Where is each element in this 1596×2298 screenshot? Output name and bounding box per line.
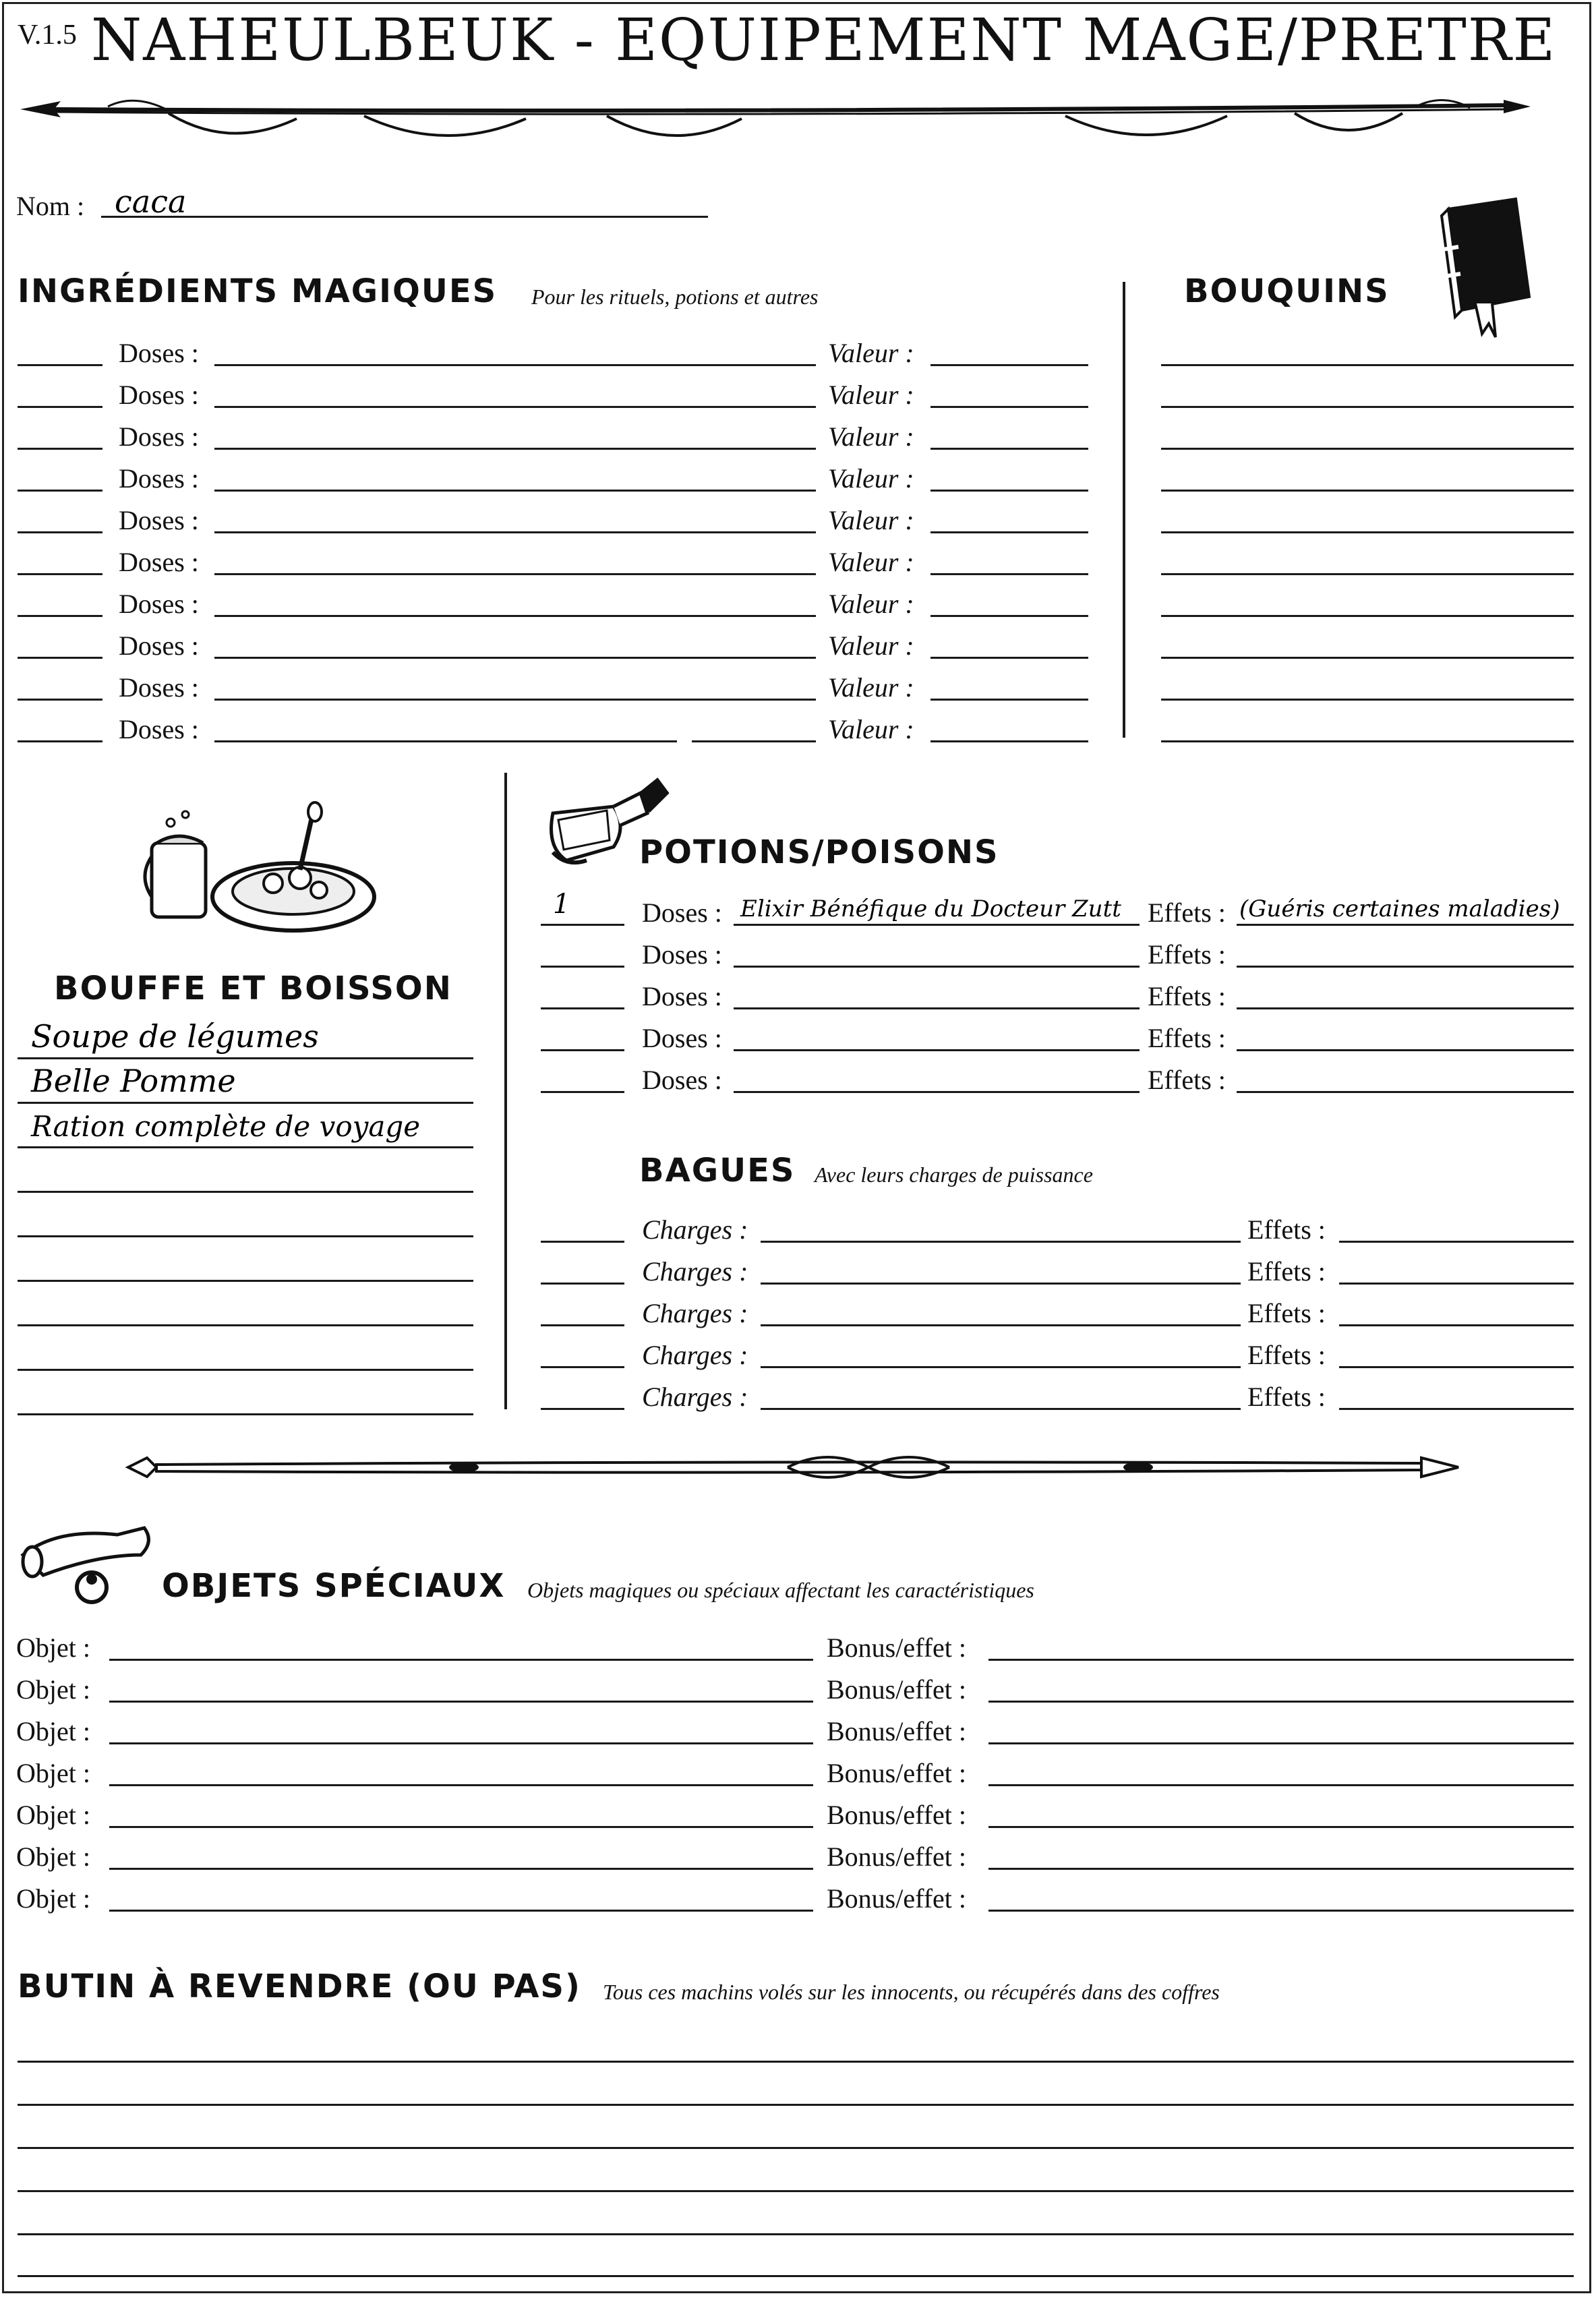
- charges-label: Charges :: [642, 1382, 748, 1412]
- value-label: Valeur :: [828, 380, 914, 410]
- value-label: Valeur :: [828, 714, 914, 744]
- potion-name-line: [734, 966, 1140, 968]
- object-line[interactable]: [109, 1910, 813, 1912]
- ingredient-qty-line[interactable]: [18, 406, 102, 408]
- effect-label: Effets :: [1247, 1256, 1326, 1287]
- value-label: Valeur :: [828, 338, 914, 368]
- charges-label: Charges :: [642, 1214, 748, 1245]
- book-line[interactable]: [1161, 406, 1574, 408]
- potion-effect-line: [1237, 1007, 1574, 1009]
- ingredient-value-line[interactable]: [930, 490, 1088, 492]
- potion-qty-line: [541, 1007, 624, 1009]
- loot-line[interactable]: [18, 2147, 1574, 2149]
- ring-qty-line[interactable]: [541, 1283, 624, 1285]
- object-label: Objet :: [16, 1674, 90, 1705]
- ingredient-qty-line[interactable]: [18, 615, 102, 617]
- ingredient-value-line[interactable]: [930, 740, 1088, 742]
- food-line: [18, 1102, 473, 1104]
- dose-label: Doses :: [119, 505, 199, 535]
- ingredient-qty-line[interactable]: [18, 490, 102, 492]
- ingredient-name-line[interactable]: [214, 406, 816, 408]
- loot-line[interactable]: [18, 2190, 1574, 2192]
- name-value[interactable]: caca: [115, 183, 187, 220]
- food-line: [18, 1191, 473, 1193]
- object-label: Objet :: [16, 1800, 90, 1830]
- ring-name-line[interactable]: [761, 1324, 1241, 1326]
- ingredient-value-line[interactable]: [930, 406, 1088, 408]
- ring-qty-line[interactable]: [541, 1366, 624, 1368]
- version-label: V.1.5: [18, 20, 77, 51]
- bonus-line[interactable]: [988, 1742, 1574, 1744]
- potion-effect-line: [1237, 1091, 1574, 1093]
- dose-label: Doses :: [119, 714, 199, 744]
- ring-name-line[interactable]: [761, 1408, 1241, 1410]
- potion-name-line: [734, 1091, 1140, 1093]
- book-line[interactable]: [1161, 448, 1574, 450]
- potion-name-line: [734, 924, 1140, 926]
- ingredients-title: INGRÉDIENTS MAGIQUES: [18, 272, 498, 310]
- dose-label: Doses :: [119, 547, 199, 577]
- food-title: BOUFFE ET BOISSON: [54, 970, 452, 1007]
- book-icon: [1435, 196, 1543, 344]
- loot-title: BUTIN À REVENDRE (OU PAS): [18, 1968, 581, 2005]
- object-line[interactable]: [109, 1659, 813, 1661]
- ring-qty-line[interactable]: [541, 1241, 624, 1243]
- rings-list: [0, 1200, 1596, 1416]
- value-label: Valeur :: [828, 505, 914, 535]
- object-label: Objet :: [16, 1758, 90, 1788]
- charges-label: Charges :: [642, 1340, 748, 1370]
- food-line: [18, 1146, 473, 1148]
- effect-label: Effets :: [1148, 897, 1226, 928]
- ingredient-qty-line[interactable]: [18, 531, 102, 533]
- book-line[interactable]: [1161, 531, 1574, 533]
- potion-name-line: [734, 1049, 1140, 1051]
- object-label: Objet :: [16, 1842, 90, 1872]
- ingredients-list: [0, 324, 1596, 755]
- ingredient-name-line[interactable]: [214, 699, 816, 701]
- loot-list: [0, 2023, 1596, 2293]
- book-line[interactable]: [1161, 740, 1574, 742]
- ring-effect-line[interactable]: [1339, 1324, 1574, 1326]
- dose-label: Doses :: [119, 338, 199, 368]
- ingredient-name-line[interactable]: [214, 573, 816, 575]
- spear-banner-icon: [13, 86, 1537, 147]
- ingredient-qty-line[interactable]: [18, 699, 102, 701]
- ingredient-qty-line[interactable]: [18, 573, 102, 575]
- scroll-ring-icon: [16, 1514, 158, 1616]
- charges-label: Charges :: [642, 1298, 748, 1328]
- ring-effect-line[interactable]: [1339, 1408, 1574, 1410]
- object-label: Objet :: [16, 1716, 90, 1746]
- loot-line[interactable]: [18, 2104, 1574, 2106]
- dose-label: Doses :: [119, 421, 199, 452]
- object-line[interactable]: [109, 1868, 813, 1870]
- dose-label: Doses :: [642, 939, 722, 970]
- dose-label: Doses :: [119, 672, 199, 703]
- value-label: Valeur :: [828, 421, 914, 452]
- bonus-label: Bonus/effet :: [827, 1674, 967, 1705]
- value-label: Valeur :: [828, 463, 914, 494]
- effect-label: Effets :: [1148, 981, 1226, 1011]
- name-label: Nom :: [16, 191, 85, 221]
- ingredient-qty-line[interactable]: [18, 364, 102, 366]
- book-line[interactable]: [1161, 615, 1574, 617]
- ingredient-value-line[interactable]: [930, 657, 1088, 659]
- ingredient-name-line[interactable]: [214, 531, 816, 533]
- loot-subtitle: Tous ces machins volés sur les innocents, ou récupérés dans des coffres: [603, 1980, 1220, 2004]
- ring-qty-line[interactable]: [541, 1408, 624, 1410]
- ingredient-qty-line[interactable]: [18, 740, 102, 742]
- dose-label: Doses :: [642, 981, 722, 1011]
- object-line[interactable]: [109, 1826, 813, 1828]
- name-line: [101, 216, 708, 218]
- special-list: [0, 1618, 1596, 1928]
- value-label: Valeur :: [828, 547, 914, 577]
- ingredient-name-line[interactable]: [214, 490, 816, 492]
- ingredient-name-line[interactable]: [214, 657, 816, 659]
- ring-effect-line[interactable]: [1339, 1241, 1574, 1243]
- ingredient-name-line[interactable]: [214, 615, 816, 617]
- ingredients-subtitle: Pour les rituels, potions et autres: [531, 285, 819, 309]
- ingredient-qty-line[interactable]: [18, 657, 102, 659]
- food-item-text[interactable]: Ration complète de voyage: [31, 1110, 421, 1143]
- effect-label: Effets :: [1247, 1298, 1326, 1328]
- effect-label: Effets :: [1247, 1340, 1326, 1370]
- ingredient-name-line[interactable]: [214, 740, 677, 742]
- special-subtitle: Objets magiques ou spéciaux affectant les caractéristiques: [527, 1578, 1034, 1602]
- dose-label: Doses :: [642, 897, 722, 928]
- ingredient-name-line-extra[interactable]: [692, 740, 816, 742]
- bonus-line[interactable]: [988, 1868, 1574, 1870]
- dose-label: Doses :: [119, 463, 199, 494]
- effect-label: Effets :: [1148, 1065, 1226, 1095]
- value-label: Valeur :: [828, 672, 914, 703]
- ingredient-value-line[interactable]: [930, 699, 1088, 701]
- potion-name[interactable]: Elixir Bénéfique du Docteur Zutt: [740, 895, 1121, 922]
- loot-line[interactable]: [18, 2061, 1574, 2063]
- potion-effect-line: [1237, 924, 1574, 926]
- effect-label: Effets :: [1148, 939, 1226, 970]
- ring-qty-line[interactable]: [541, 1324, 624, 1326]
- dose-label: Doses :: [119, 380, 199, 410]
- potion-name-line: [734, 1007, 1140, 1009]
- page-title: NAHEULBEUK - EQUIPEMENT MAGE/PRETRE: [91, 7, 1557, 74]
- ingredient-value-line[interactable]: [930, 364, 1088, 366]
- rings-title: BAGUES: [639, 1152, 796, 1189]
- potion-qty-line: [541, 966, 624, 968]
- rings-subtitle: Avec leurs charges de puissance: [815, 1162, 1093, 1187]
- effect-label: Effets :: [1148, 1023, 1226, 1053]
- ring-name-line[interactable]: [761, 1366, 1241, 1368]
- ring-effect-line[interactable]: [1339, 1283, 1574, 1285]
- value-label: Valeur :: [828, 630, 914, 661]
- book-line[interactable]: [1161, 573, 1574, 575]
- ring-name-line[interactable]: [761, 1283, 1241, 1285]
- ingredient-value-line[interactable]: [930, 531, 1088, 533]
- ingredient-qty-line[interactable]: [18, 448, 102, 450]
- effect-label: Effets :: [1247, 1214, 1326, 1245]
- object-label: Objet :: [16, 1632, 90, 1663]
- bonus-label: Bonus/effet :: [827, 1883, 967, 1914]
- book-line[interactable]: [1161, 657, 1574, 659]
- bonus-line[interactable]: [988, 1910, 1574, 1912]
- bonus-line[interactable]: [988, 1784, 1574, 1786]
- potion-effect-line: [1237, 1049, 1574, 1051]
- dose-label: Doses :: [642, 1023, 722, 1053]
- dose-label: Doses :: [119, 589, 199, 619]
- effect-label: Effets :: [1247, 1382, 1326, 1412]
- potion-effect[interactable]: (Guéris certaines maladies): [1239, 895, 1560, 922]
- bonus-label: Bonus/effet :: [827, 1758, 967, 1788]
- potion-qty-line: [541, 924, 624, 926]
- bonus-label: Bonus/effet :: [827, 1842, 967, 1872]
- ingredient-name-line[interactable]: [214, 448, 816, 450]
- food-item-text[interactable]: Soupe de légumes: [31, 1018, 319, 1055]
- books-title: BOUQUINS: [1184, 272, 1390, 310]
- object-label: Objet :: [16, 1883, 90, 1914]
- food-item-text[interactable]: Belle Pomme: [31, 1063, 236, 1099]
- object-line[interactable]: [109, 1742, 813, 1744]
- dose-label: Doses :: [642, 1065, 722, 1095]
- potions-title: POTIONS/POISONS: [639, 833, 999, 871]
- staff-divider-icon: [127, 1447, 1462, 1487]
- bonus-label: Bonus/effet :: [827, 1632, 967, 1663]
- potion-qty-line: [541, 1049, 624, 1051]
- bonus-line[interactable]: [988, 1701, 1574, 1703]
- dose-label: Doses :: [119, 630, 199, 661]
- loot-line[interactable]: [18, 2275, 1574, 2277]
- book-line[interactable]: [1161, 699, 1574, 701]
- book-line[interactable]: [1161, 364, 1574, 366]
- potion-effect-line: [1237, 966, 1574, 968]
- potion-qty-line: [541, 1091, 624, 1093]
- book-line[interactable]: [1161, 490, 1574, 492]
- value-label: Valeur :: [828, 589, 914, 619]
- bonus-label: Bonus/effet :: [827, 1800, 967, 1830]
- ring-name-line[interactable]: [761, 1241, 1241, 1243]
- ingredient-value-line[interactable]: [930, 615, 1088, 617]
- object-line[interactable]: [109, 1701, 813, 1703]
- object-line[interactable]: [109, 1784, 813, 1786]
- special-title: OBJETS SPÉCIAUX: [162, 1567, 506, 1605]
- ingredient-value-line[interactable]: [930, 448, 1088, 450]
- ring-effect-line[interactable]: [1339, 1366, 1574, 1368]
- potions-list: [0, 883, 1596, 1099]
- ingredient-value-line[interactable]: [930, 573, 1088, 575]
- potion-qty[interactable]: 1: [553, 889, 570, 920]
- bonus-line[interactable]: [988, 1826, 1574, 1828]
- loot-line[interactable]: [18, 2233, 1574, 2235]
- charges-label: Charges :: [642, 1256, 748, 1287]
- ingredient-name-line[interactable]: [214, 364, 816, 366]
- bonus-line[interactable]: [988, 1659, 1574, 1661]
- bonus-label: Bonus/effet :: [827, 1716, 967, 1746]
